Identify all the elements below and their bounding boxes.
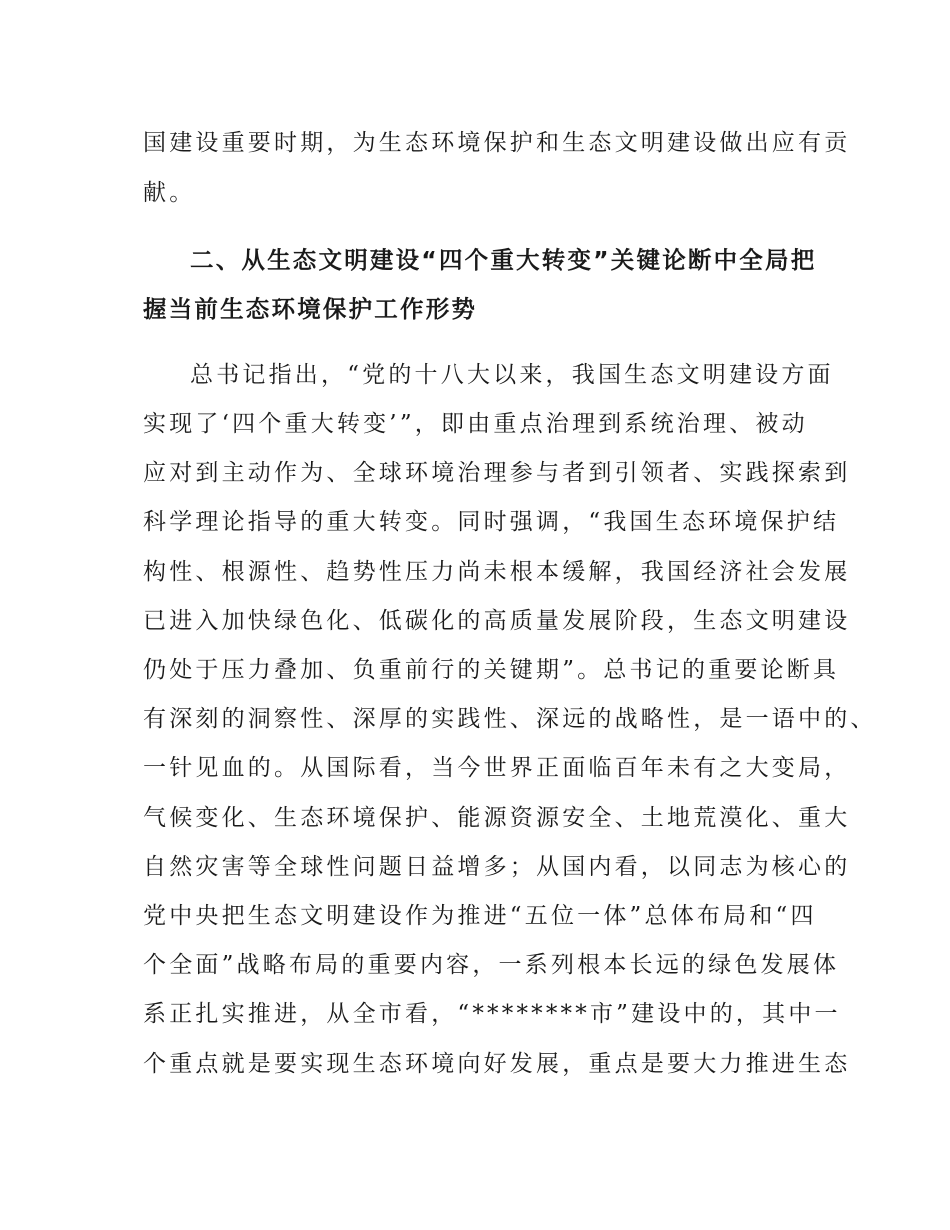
- paragraph-line: 应对到主动作为、全球环境治理参与者到引领者、实践探索到: [143, 460, 851, 486]
- section-heading: 二、从生态文明建设“四个重大转变”关键论断中全局把: [190, 246, 817, 274]
- paragraph-line: 自然灾害等全球性问题日益增多；从国内看，以同志为核心的: [143, 854, 851, 880]
- section-heading: 握当前生态环境保护工作形势: [143, 295, 478, 323]
- paragraph-line: 实现了‘四个重大转变’”，即由重点治理到系统治理、被动: [143, 411, 808, 437]
- paragraph-line: 构性、根源性、趋势性压力尚未根本缓解，我国经济社会发展: [143, 559, 851, 585]
- paragraph-line: 系正扎实推进，从全市看，“********市”建设中的，其中一: [143, 1001, 841, 1027]
- paragraph-line: 个重点就是要实现生态环境向好发展，重点是要大力推进生态: [143, 1051, 851, 1077]
- paragraph-line: 有深刻的洞察性、深厚的实践性、深远的战略性，是一语中的、: [143, 706, 877, 732]
- paragraph-line: 已进入加快绿色化、低碳化的高质量发展阶段，生态文明建设: [143, 608, 851, 634]
- paragraph-line: 科学理论指导的重大转变。同时强调，“我国生态环境保护结: [143, 509, 840, 535]
- paragraph-line: 仍处于压力叠加、负重前行的关键期”。总书记的重要论断具: [143, 657, 840, 683]
- paragraph-line: 献。: [143, 180, 196, 206]
- paragraph-line: 党中央把生态文明建设作为推进“五位一体”总体布局和“四: [143, 903, 817, 929]
- paragraph-line: 国建设重要时期，为生态环境保护和生态文明建设做出应有贡: [143, 130, 851, 156]
- paragraph-line: 气候变化、生态环境保护、能源资源安全、土地荒漠化、重大: [143, 805, 851, 831]
- paragraph-line: 一针见血的。从国际看，当今世界正面临百年未有之大变局，: [143, 755, 851, 781]
- paragraph-line: 总书记指出，“党的十八大以来，我国生态文明建设方面: [190, 362, 834, 388]
- paragraph-line: 个全面”战略布局的重要内容，一系列根本长远的绿色发展体: [143, 952, 840, 978]
